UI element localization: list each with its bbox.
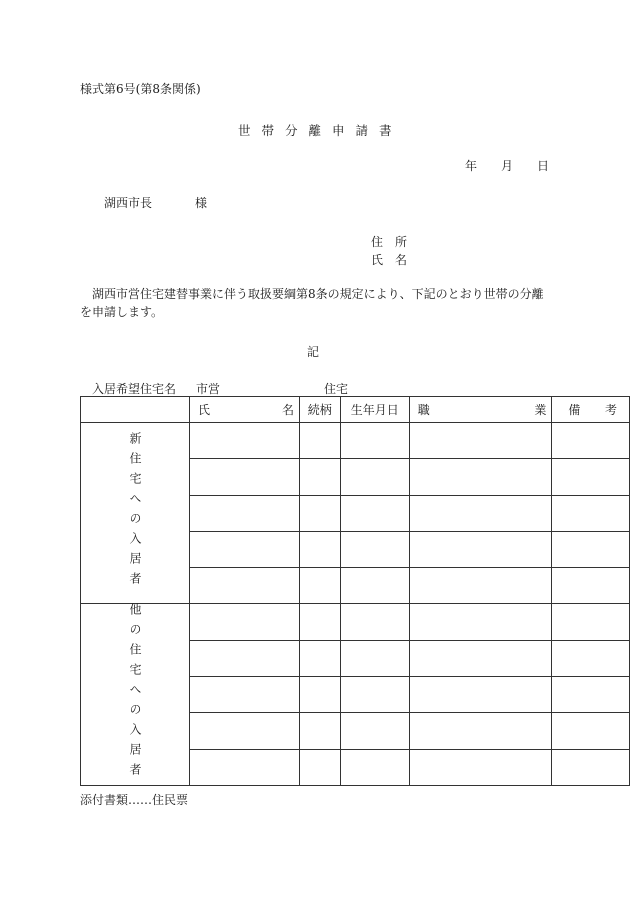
header-name bbox=[190, 397, 300, 423]
birthdate-cell[interactable] bbox=[340, 495, 409, 531]
notes-cell[interactable] bbox=[552, 459, 630, 495]
addressee-honorific: 様 bbox=[195, 196, 208, 210]
housing-suffix-label: 住宅 bbox=[324, 382, 349, 396]
notes-cell[interactable] bbox=[552, 713, 630, 749]
relationship-cell[interactable] bbox=[299, 604, 340, 640]
header-notes-b: 考 bbox=[604, 403, 617, 417]
table-header-row bbox=[81, 397, 630, 423]
header-name-b: 名 bbox=[281, 403, 294, 417]
birthdate-cell[interactable] bbox=[340, 568, 409, 604]
occupation-cell[interactable] bbox=[409, 459, 552, 495]
occupation-cell[interactable] bbox=[409, 604, 552, 640]
group-new-housing-label: 新住宅への入居者 bbox=[128, 431, 142, 592]
name-cell[interactable] bbox=[190, 459, 300, 495]
name-cell[interactable] bbox=[190, 531, 300, 567]
relationship-cell[interactable] bbox=[299, 495, 340, 531]
name-cell[interactable] bbox=[190, 495, 300, 531]
birthdate-cell[interactable] bbox=[340, 749, 409, 785]
occupation-cell[interactable] bbox=[409, 568, 552, 604]
relationship-cell[interactable] bbox=[299, 713, 340, 749]
group-other-housing-label: 他の住宅への入居者 bbox=[128, 603, 142, 784]
relationship-cell[interactable] bbox=[299, 531, 340, 567]
name-cell[interactable] bbox=[190, 423, 300, 459]
header-notes bbox=[552, 397, 630, 423]
birthdate-cell[interactable] bbox=[340, 640, 409, 676]
relationship-cell[interactable] bbox=[299, 459, 340, 495]
header-group-cell bbox=[81, 397, 190, 423]
residents-table bbox=[80, 396, 630, 786]
occupation-cell[interactable] bbox=[409, 677, 552, 713]
occupation-cell[interactable] bbox=[409, 640, 552, 676]
table-row bbox=[81, 423, 630, 459]
header-occupation-a: 職 bbox=[417, 403, 430, 417]
body-text: 湖西市営住宅建替事業に伴う取扱要綱第8条の規定により、下記のとおり世帯の分離を申請します。 bbox=[80, 287, 544, 319]
date-day-label: 日 bbox=[537, 159, 550, 173]
applicant-address-label: 住 所 bbox=[371, 235, 408, 249]
header-birthdate: 生年月日 bbox=[340, 397, 409, 423]
form-number: 様式第6号(第8条関係) bbox=[80, 82, 201, 96]
header-notes-a: 備 bbox=[568, 403, 581, 417]
document-title: 世帯分離申請書 bbox=[238, 123, 403, 138]
header-relationship: 続柄 bbox=[299, 397, 340, 423]
birthdate-cell[interactable] bbox=[340, 531, 409, 567]
occupation-cell[interactable] bbox=[409, 713, 552, 749]
occupation-cell[interactable] bbox=[409, 423, 552, 459]
relationship-cell[interactable] bbox=[299, 423, 340, 459]
relationship-cell[interactable] bbox=[299, 749, 340, 785]
notes-cell[interactable] bbox=[552, 423, 630, 459]
notes-cell[interactable] bbox=[552, 640, 630, 676]
occupation-cell[interactable] bbox=[409, 749, 552, 785]
birthdate-cell[interactable] bbox=[340, 713, 409, 749]
date-month-label: 月 bbox=[501, 159, 514, 173]
occupation-cell[interactable] bbox=[409, 531, 552, 567]
notes-cell[interactable] bbox=[552, 749, 630, 785]
name-cell[interactable] bbox=[190, 749, 300, 785]
birthdate-cell[interactable] bbox=[340, 604, 409, 640]
ki-heading: 記 bbox=[307, 345, 320, 359]
header-name-a: 氏 bbox=[198, 403, 211, 417]
housing-municipal-label: 市営 bbox=[196, 382, 221, 396]
birthdate-cell[interactable] bbox=[340, 677, 409, 713]
applicant-name-label: 氏 名 bbox=[371, 253, 408, 267]
relationship-cell[interactable] bbox=[299, 677, 340, 713]
notes-cell[interactable] bbox=[552, 677, 630, 713]
name-cell[interactable] bbox=[190, 604, 300, 640]
name-cell[interactable] bbox=[190, 677, 300, 713]
birthdate-cell[interactable] bbox=[340, 423, 409, 459]
birthdate-cell[interactable] bbox=[340, 459, 409, 495]
header-occupation bbox=[409, 397, 552, 423]
group-new-housing bbox=[81, 423, 190, 604]
relationship-cell[interactable] bbox=[299, 568, 340, 604]
date-year-label: 年 bbox=[465, 159, 478, 173]
name-cell[interactable] bbox=[190, 568, 300, 604]
relationship-cell[interactable] bbox=[299, 640, 340, 676]
notes-cell[interactable] bbox=[552, 495, 630, 531]
header-occupation-b: 業 bbox=[534, 403, 547, 417]
notes-cell[interactable] bbox=[552, 604, 630, 640]
addressee-name: 湖西市長 bbox=[104, 196, 153, 210]
occupation-cell[interactable] bbox=[409, 495, 552, 531]
notes-cell[interactable] bbox=[552, 531, 630, 567]
name-cell[interactable] bbox=[190, 713, 300, 749]
housing-label: 入居希望住宅名 bbox=[92, 382, 177, 396]
table-row bbox=[81, 604, 630, 640]
attachments-note: 添付書類……住民票 bbox=[80, 793, 189, 807]
name-cell[interactable] bbox=[190, 640, 300, 676]
notes-cell[interactable] bbox=[552, 568, 630, 604]
group-other-housing bbox=[81, 604, 190, 785]
